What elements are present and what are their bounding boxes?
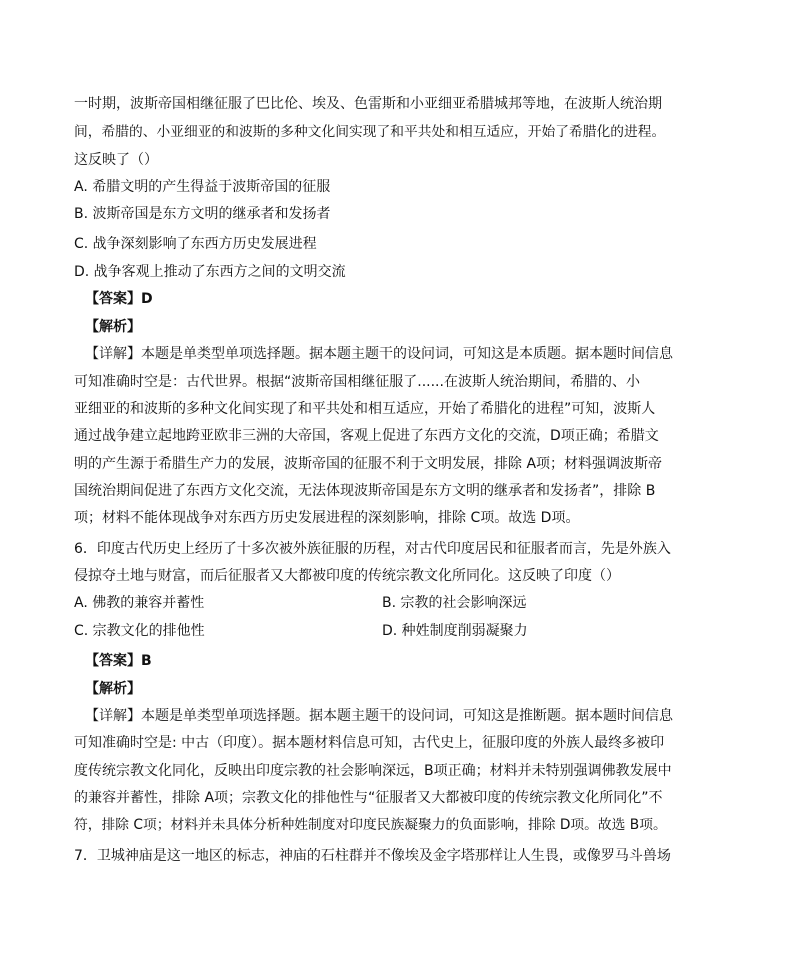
q5-detail-line-5: 明的产生源于希腊生产力的发展，波斯帝国的征服不利于文明发展，排除 A项；材料强调波斯帝 <box>74 456 663 472</box>
q5-option-d: D. 战争客观上推动了东西方之间的文明交流 <box>74 264 346 280</box>
q6-option-b: B. 宗教的社会影响深远 <box>382 595 527 611</box>
q6-detail-line-5: 符，排除 C项；材料并未具体分析种姓制度对印度民族凝聚力的负面影响，排除 D项。故选 B项。 <box>74 817 667 833</box>
q6-option-a: A. 佛教的兼容并蓄性 <box>74 595 205 611</box>
q6-answer: 【答案】B <box>85 653 152 669</box>
q5-detail-line-3: 亚细亚的和波斯的多种文化间实现了和平共处和相互适应，开始了希腊化的进程”可知，波斯人 <box>74 401 656 417</box>
q5-stem-line-1: 一时期，波斯帝国相继征服了巴比伦、埃及、色雷斯和小亚细亚希腊城邦等地，在波斯人统治期 <box>74 96 662 112</box>
q6-analysis-label: 【解析】 <box>85 681 141 697</box>
q6-detail-line-4: 的兼容并蓄性，排除 A项；宗教文化的排他性与“征服者又大都被印度的传统宗教文化所同化”不 <box>74 790 663 806</box>
q6-stem-line-1: 6．印度古代历史上经历了十多次被外族征服的历程，对古代印度居民和征服者而言，先是外族入 <box>74 541 671 557</box>
q6-detail-line-1: 【详解】本题是单类型单项选择题。据本题主题干的设问词，可知这是推断题。据本题时间信息 <box>85 708 673 724</box>
q6-detail-line-2: 可知准确时空是: 中古（印度）。据本题材料信息可知，古代史上，征服印度的外族人最终多被印 <box>74 735 665 751</box>
q5-option-c: C. 战争深刻影响了东西方历史发展进程 <box>74 236 317 252</box>
q5-detail-line-4: 通过战争建立起地跨亚欧非三洲的大帝国，客观上促进了东西方文化的交流，D项正确；希腊文 <box>74 428 659 444</box>
q5-detail-line-2: 可知准确时空是：古代世界。根据“波斯帝国相继征服了......在波斯人统治期间，希腊的、小 <box>74 374 640 390</box>
q6-stem-line-2: 侵掠夺土地与财富，而后征服者又大都被印度的传统宗教文化所同化。这反映了印度（） <box>74 568 620 584</box>
q5-stem-line-3: 这反映了（） <box>74 152 158 168</box>
q5-option-b: B. 波斯帝国是东方文明的继承者和发扬者 <box>74 206 331 222</box>
q5-answer: 【答案】D <box>85 291 153 307</box>
q5-detail-line-6: 国统治期间促进了东西方文化交流，无法体现波斯帝国是东方文明的继承者和发扬者”，排除 B <box>74 483 656 499</box>
q6-option-c: C. 宗教文化的排他性 <box>74 623 205 639</box>
q7-stem-line-1: 7．卫城神庙是这一地区的标志，神庙的石柱群并不像埃及金字塔那样让人生畏，或像罗马斗兽场 <box>74 848 671 864</box>
q6-detail-line-3: 度传统宗教文化同化，反映出印度宗教的社会影响深远，B项正确；材料并未特别强调佛教发展中 <box>74 763 672 779</box>
q6-option-d: D. 种姓制度削弱凝聚力 <box>382 623 528 639</box>
q5-option-a: A. 希腊文明的产生得益于波斯帝国的征服 <box>74 179 331 195</box>
q5-detail-line-1: 【详解】本题是单类型单项选择题。据本题主题干的设问词，可知这是本质题。据本题时间信息 <box>85 346 673 362</box>
q5-analysis-label: 【解析】 <box>85 319 141 335</box>
q5-stem-line-2: 间，希腊的、小亚细亚的和波斯的多种文化间实现了和平共处和相互适应，开始了希腊化的进程。 <box>74 124 666 140</box>
q5-detail-line-7: 项；材料不能体现战争对东西方历史发展进程的深刻影响，排除 C项。故选 D项。 <box>74 510 580 526</box>
